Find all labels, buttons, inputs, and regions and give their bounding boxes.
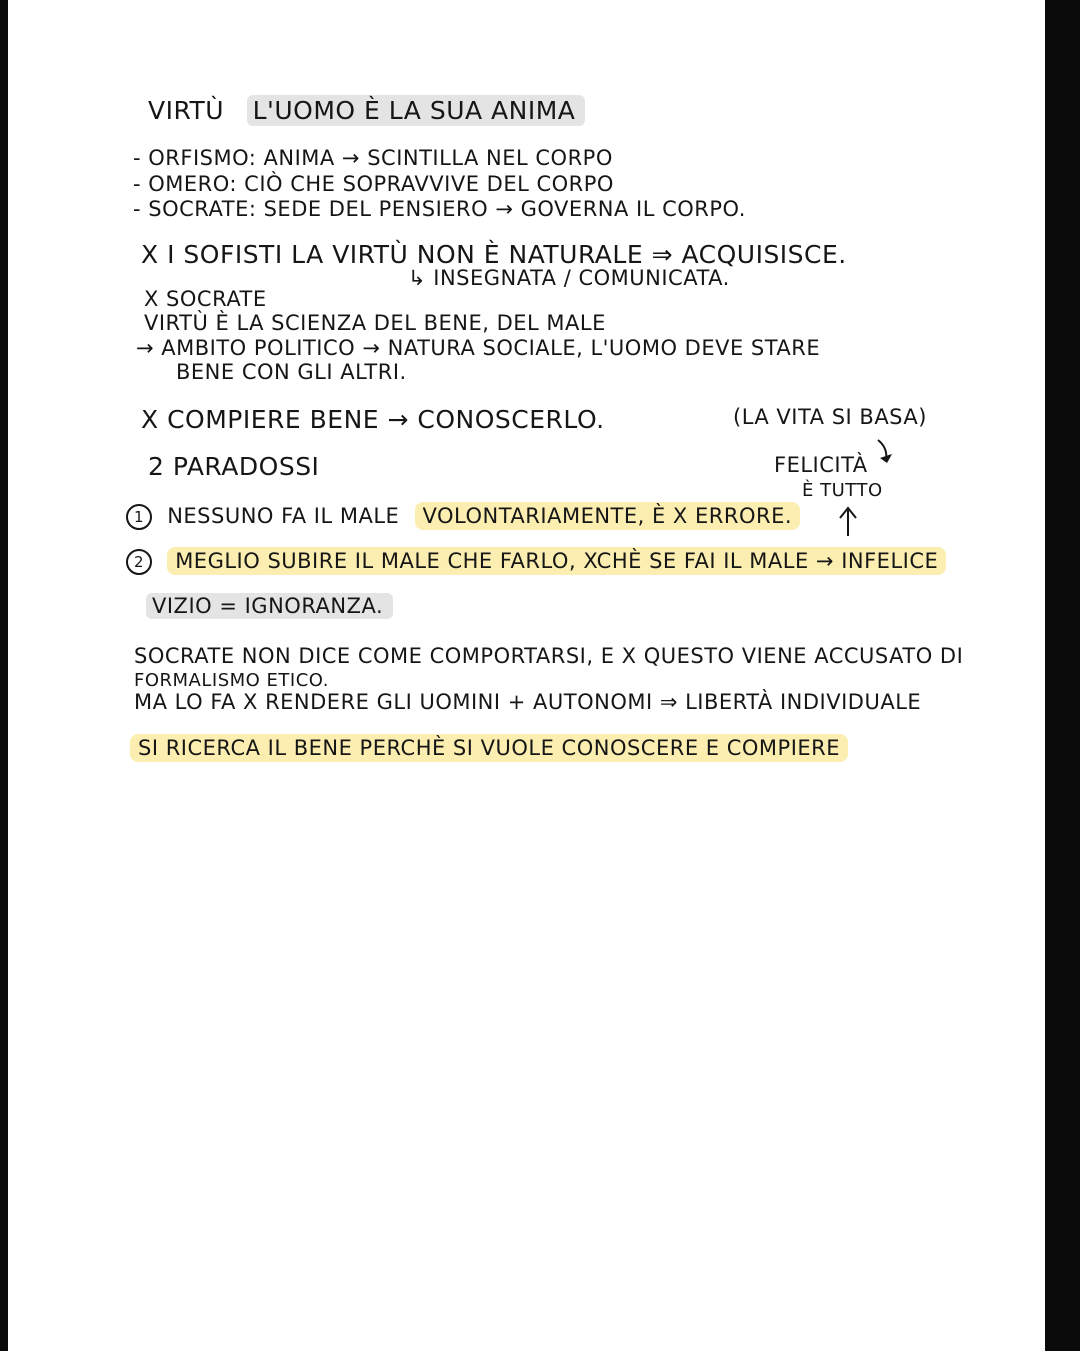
vizio-line (146, 596, 393, 617)
heading-line (148, 98, 585, 123)
paradosso-1-highlight: VOLONTARIAMENTE, È X ERRORE. (415, 502, 801, 530)
arrow-down-icon (874, 436, 904, 466)
paradosso-2-text: MEGLIO SUBIRE IL MALE CHE FARLO, XCHÈ SE FAI IL MALE → INFELICE (167, 547, 946, 575)
heading-virtue: VIRTÙ (148, 96, 225, 125)
due-paradossi-line: 2 PARADOSSI (148, 452, 320, 481)
virtu-scienza-line: VIRTÙ È LA SCIENZA DEL BENE, DEL MALE (144, 311, 606, 335)
sofisti-line: X I SOFISTI LA VIRTÙ NON È NATURALE ⇒ ACQUISISCE. (141, 240, 847, 269)
paradosso-1-line (126, 504, 800, 530)
ambito-line: → AMBITO POLITICO → NATURA SOCIALE, L'UOMO DEVE STARE (136, 336, 821, 360)
ma-lo-fa-line: MA LO FA X RENDERE GLI UOMINI + AUTONOMI ⇒ LIBERTÀ INDIVIDUALE (134, 690, 922, 714)
paradosso-1-text: NESSUNO FA IL MALE (167, 504, 400, 528)
e-tutto-note: È TUTTO (802, 480, 883, 501)
socrate-def-line: - SOCRATE: SEDE DEL PENSIERO → GOVERNA IL CORPO. (133, 197, 746, 221)
conclusione-text: SI RICERCA IL BENE PERCHÈ SI VUOLE CONOSCERE E COMPIERE (130, 734, 848, 762)
conclusione-line (130, 738, 848, 759)
arrow-up-icon (836, 504, 860, 538)
compiere-line: X COMPIERE BENE → CONOSCERLO. (141, 405, 605, 434)
orfismo-line: - ORFISMO: ANIMA → SCINTILLA NEL CORPO (133, 146, 613, 170)
omero-line: - OMERO: CIÒ CHE SOPRAVVIVE DEL CORPO (133, 172, 614, 196)
paradosso-2-line (126, 549, 946, 575)
insegnata-line: ↳ INSEGNATA / COMUNICATA. (408, 266, 730, 290)
bene-altri-line: BENE CON GLI ALTRI. (176, 360, 407, 384)
heading-soul: L'UOMO È LA SUA ANIMA (247, 95, 586, 126)
x-socrate-line: X SOCRATE (144, 287, 267, 311)
vizio-text: VIZIO = IGNORANZA. (146, 593, 393, 619)
formalismo-line: FORMALISMO ETICO. (134, 670, 329, 691)
notes-page (8, 0, 1045, 1351)
felicita-note: FELICITÀ (774, 453, 868, 477)
la-vita-note: (LA VITA SI BASA) (733, 405, 927, 429)
socrate-non-dice-line: SOCRATE NON DICE COME COMPORTARSI, E X QUESTO VIENE ACCUSATO DI (134, 644, 964, 668)
number-2-icon: 2 (126, 549, 152, 575)
number-1-icon: 1 (126, 504, 152, 530)
